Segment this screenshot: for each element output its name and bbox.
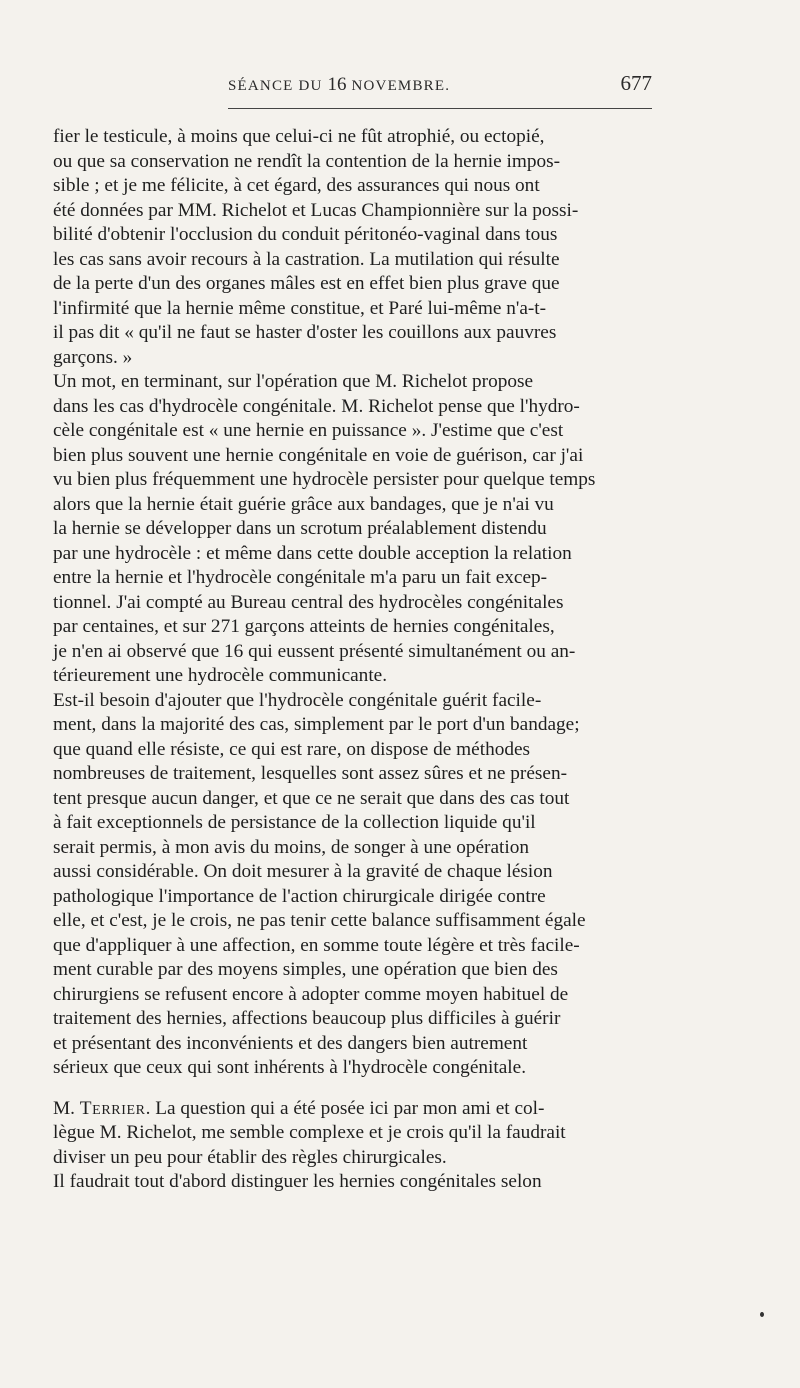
speaker-name: Terrier (79, 1097, 146, 1119)
paragraph-1 (53, 125, 656, 370)
paragraph-spacer (53, 1081, 656, 1097)
paragraph-2 (53, 370, 656, 689)
body-text (53, 125, 656, 1195)
text-line: traitement des hernies, affections beaucoup plus difficiles à guérir (53, 1008, 561, 1029)
text-line: serait permis, à mon avis du moins, de songer à une opération (53, 836, 530, 858)
text-line: cèle congénitale est « une hernie en puissance ». J'estime que c'est (53, 420, 564, 441)
text-line: aussi considérable. On doit mesurer à la gravité de chaque lésion (53, 861, 553, 882)
text-line: il pas dit « qu'il ne faut se haster d'oster les couillons aux pauvres (53, 322, 557, 343)
speaker-prefix: M. (53, 1097, 80, 1119)
running-head-text: SÉANCE DU (228, 78, 328, 94)
text-line: Un mot, en terminant, sur l'opération que M. Richelot propose (53, 371, 534, 392)
running-head (228, 74, 450, 96)
text-line: ment curable par des moyens simples, une opération que bien des (53, 959, 558, 980)
text-line: de la perte d'un des organes mâles est en effet bien plus grave que (53, 273, 560, 294)
text-line: lègue M. Richelot, me semble complexe et je crois qu'il la faudrait (53, 1122, 566, 1143)
text-line (53, 1097, 656, 1122)
text-line: tionnel. J'ai compté au Bureau central des hydrocèles congénitales (53, 591, 564, 613)
text-line: la hernie se développer dans un scrotum préalablement distendu (53, 518, 547, 539)
text-line: pathologique l'importance de l'action chirurgicale dirigée contre (53, 885, 546, 907)
text-line: que d'appliquer à une affection, en somme toute légère et très facile- (53, 934, 580, 956)
text-line: dans les cas d'hydrocèle congénitale. M. Richelot pense que l'hydro- (53, 395, 580, 417)
text-line: chirurgiens se refusent encore à adopter comme moyen habituel de (53, 983, 569, 1005)
text-line: l'infirmité que la hernie même constitue, et Paré lui-même n'a-t- (53, 297, 547, 319)
text-line: garçons. » (53, 346, 133, 368)
text-line: sible ; et je me félicite, à cet égard, des assurances qui nous ont (53, 175, 540, 196)
text-line: par une hydrocèle : et même dans cette double acception la relation (53, 542, 572, 564)
text-line: elle, et c'est, je le crois, ne pas tenir cette balance suffisamment égale (53, 910, 586, 931)
page-header (0, 71, 800, 104)
text-line: tent presque aucun danger, et que ce ne serait que dans des cas tout (53, 787, 570, 809)
running-head-date: 16 (327, 74, 347, 95)
paragraph-last (53, 1170, 656, 1195)
text-line: bilité d'obtenir l'occlusion du conduit péritonéo-vaginal dans tous (53, 224, 558, 245)
text-line: été données par MM. Richelot et Lucas Championnière sur la possi- (53, 199, 579, 221)
text-line: térieurement une hydrocèle communicante. (53, 665, 388, 686)
text-line: nombreuses de traitement, lesquelles sont assez sûres et ne présen- (53, 763, 568, 784)
print-speck (760, 1312, 764, 1317)
text-line: ment, dans la majorité des cas, simplement par le port d'un bandage; (53, 714, 580, 735)
text-line: ou que sa conservation ne rendît la contention de la hernie impos- (53, 150, 561, 172)
text-line: vu bien plus fréquemment une hydrocèle persister pour quelque temps (53, 469, 596, 490)
speaker-line-rest: . La question qui a été posée ici par mon ami et col- (145, 1097, 545, 1119)
text-line: que quand elle résiste, ce qui est rare, on dispose de méthodes (53, 738, 531, 760)
text-line: entre la hernie et l'hydrocèle congénitale m'a paru un fait excep- (53, 567, 548, 588)
text-line: diviser un peu pour établir des règles chirurgicales. (53, 1146, 447, 1168)
text-line: sérieux que ceux qui sont inhérents à l'hydrocèle congénitale. (53, 1057, 527, 1078)
text-line: je n'en ai observé que 16 qui eussent présenté simultanément ou an- (53, 640, 576, 662)
paragraph-terrier (53, 1097, 656, 1171)
text-line: les cas sans avoir recours à la castration. La mutilation qui résulte (53, 248, 560, 270)
page-number: 677 (620, 71, 652, 95)
text-line: alors que la hernie était guérie grâce aux bandages, que je n'ai vu (53, 493, 554, 515)
text-line: à fait exceptionnels de persistance de la collection liquide qu'il (53, 812, 536, 833)
paragraph-3 (53, 689, 656, 1081)
header-rule (228, 108, 652, 109)
text-line: bien plus souvent une hernie congénitale en voie de guérison, car j'ai (53, 444, 584, 466)
text-line: Est-il besoin d'ajouter que l'hydrocèle congénitale guérit facile- (53, 689, 542, 711)
text-line: Il faudrait tout d'abord distinguer les hernies congénitales selon (53, 1171, 542, 1192)
text-line: par centaines, et sur 271 garçons atteints de hernies congénitales, (53, 616, 555, 637)
text-line: fier le testicule, à moins que celui-ci ne fût atrophié, ou ectopié, (53, 126, 545, 147)
running-head-month: NOVEMBRE. (346, 78, 451, 94)
text-line: et présentant des inconvénients et des dangers bien autrement (53, 1032, 528, 1054)
